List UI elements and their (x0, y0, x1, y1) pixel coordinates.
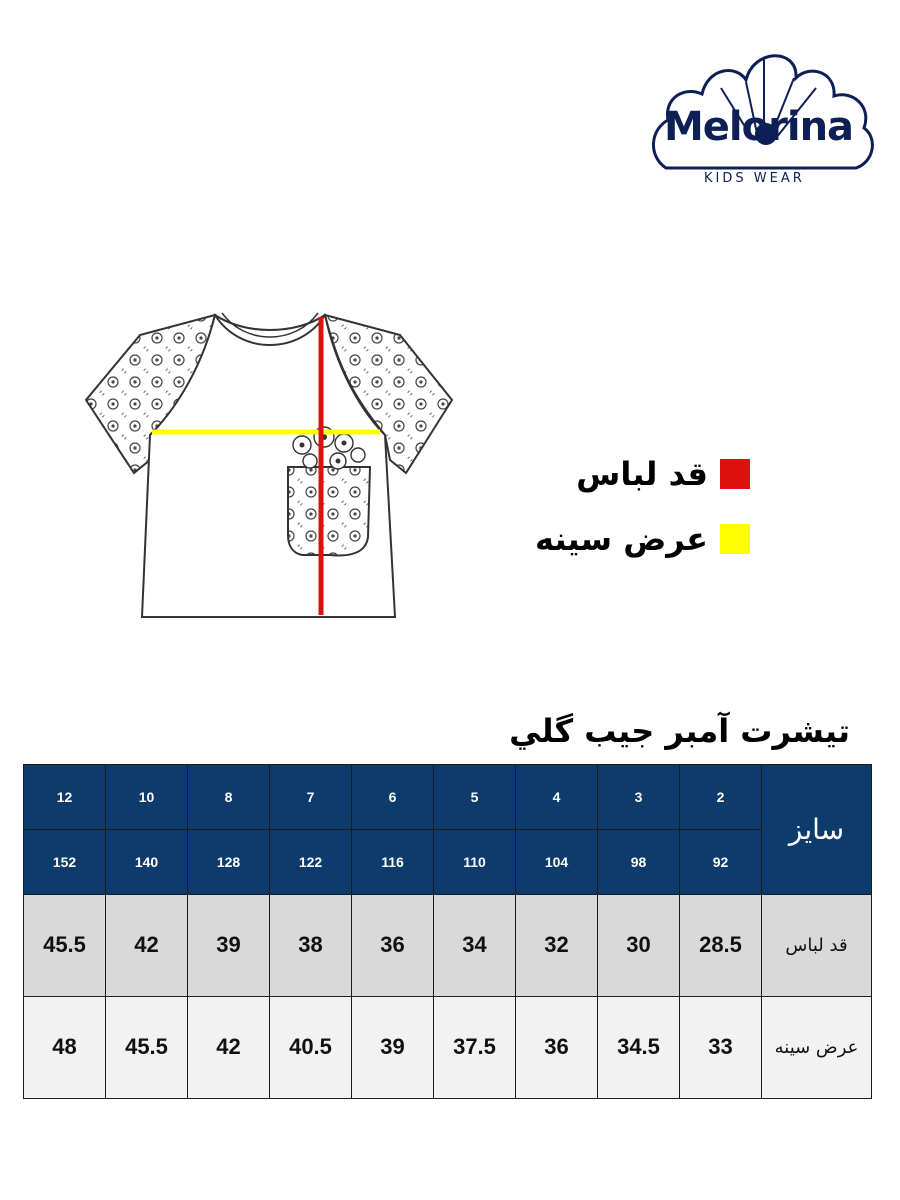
legend-length-swatch (720, 459, 750, 489)
height-cell: 110 (434, 829, 516, 894)
value-cell: 30 (598, 894, 680, 996)
row-label-chest: عرض سینه (762, 996, 872, 1098)
age-cell: 2 (680, 765, 762, 830)
tshirt-illustration (80, 305, 460, 635)
legend-chest-swatch (720, 524, 750, 554)
age-cell: 5 (434, 765, 516, 830)
table-row-length (24, 894, 872, 996)
height-cell: 140 (106, 829, 188, 894)
brand-name: Melorina (664, 104, 854, 150)
size-table (23, 764, 872, 1099)
age-cell: 10 (106, 765, 188, 830)
height-cell: 152 (24, 829, 106, 894)
value-cell: 34 (434, 894, 516, 996)
height-cell: 116 (352, 829, 434, 894)
legend-length (576, 455, 750, 493)
size-header: سایز (762, 765, 872, 895)
product-title: تیشرت آمبر جیب گلي (509, 712, 850, 750)
age-row (24, 765, 872, 830)
value-cell: 45.5 (106, 996, 188, 1098)
height-cell: 92 (680, 829, 762, 894)
value-cell: 28.5 (680, 894, 762, 996)
brand-logo (646, 38, 876, 198)
brand-tagline: KIDS WEAR (704, 171, 805, 186)
legend-length-label: قد لباس (576, 455, 708, 493)
value-cell: 48 (24, 996, 106, 1098)
age-cell: 12 (24, 765, 106, 830)
height-cell: 98 (598, 829, 680, 894)
value-cell: 37.5 (434, 996, 516, 1098)
age-cell: 3 (598, 765, 680, 830)
age-cell: 8 (188, 765, 270, 830)
table-row-chest (24, 996, 872, 1098)
value-cell: 34.5 (598, 996, 680, 1098)
age-cell: 6 (352, 765, 434, 830)
value-cell: 33 (680, 996, 762, 1098)
legend-chest (535, 520, 750, 558)
value-cell: 36 (352, 894, 434, 996)
height-row (24, 829, 872, 894)
value-cell: 42 (188, 996, 270, 1098)
value-cell: 39 (352, 996, 434, 1098)
row-label-length: قد لباس (762, 894, 872, 996)
height-cell: 104 (516, 829, 598, 894)
value-cell: 39 (188, 894, 270, 996)
age-cell: 7 (270, 765, 352, 830)
value-cell: 32 (516, 894, 598, 996)
age-cell: 4 (516, 765, 598, 830)
height-cell: 122 (270, 829, 352, 894)
value-cell: 42 (106, 894, 188, 996)
value-cell: 45.5 (24, 894, 106, 996)
legend-chest-label: عرض سینه (535, 520, 708, 558)
value-cell: 38 (270, 894, 352, 996)
height-cell: 128 (188, 829, 270, 894)
value-cell: 36 (516, 996, 598, 1098)
value-cell: 40.5 (270, 996, 352, 1098)
